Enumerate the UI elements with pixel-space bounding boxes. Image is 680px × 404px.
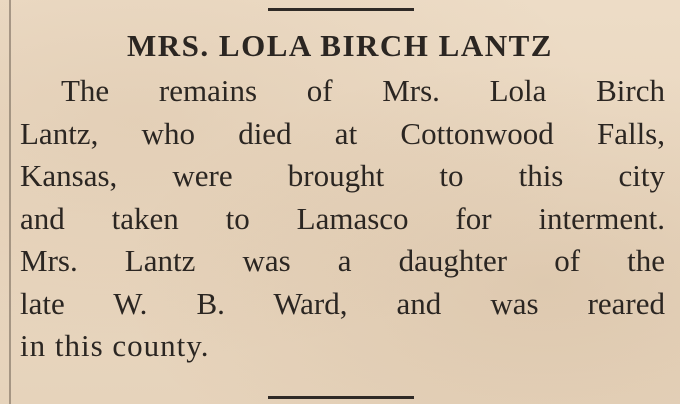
headline: MRS. LOLA BIRCH LANTZ — [127, 28, 553, 63]
article-line: late W. B. Ward, and was reared — [20, 285, 665, 321]
article-line: and taken to Lamasco for interment. — [20, 200, 665, 236]
article-line: The remains of Mrs. Lola Birch — [61, 73, 665, 108]
top-rule — [268, 8, 414, 11]
article-body — [20, 70, 665, 368]
bottom-rule — [268, 396, 414, 399]
article-line: in this county. — [20, 328, 210, 363]
article-line: Mrs. Lantz was a daughter of the — [20, 243, 665, 278]
article-line: Kansas, were brought to this city — [20, 158, 665, 193]
article-line: Lantz, who died at Cottonwood Falls, — [20, 115, 665, 151]
